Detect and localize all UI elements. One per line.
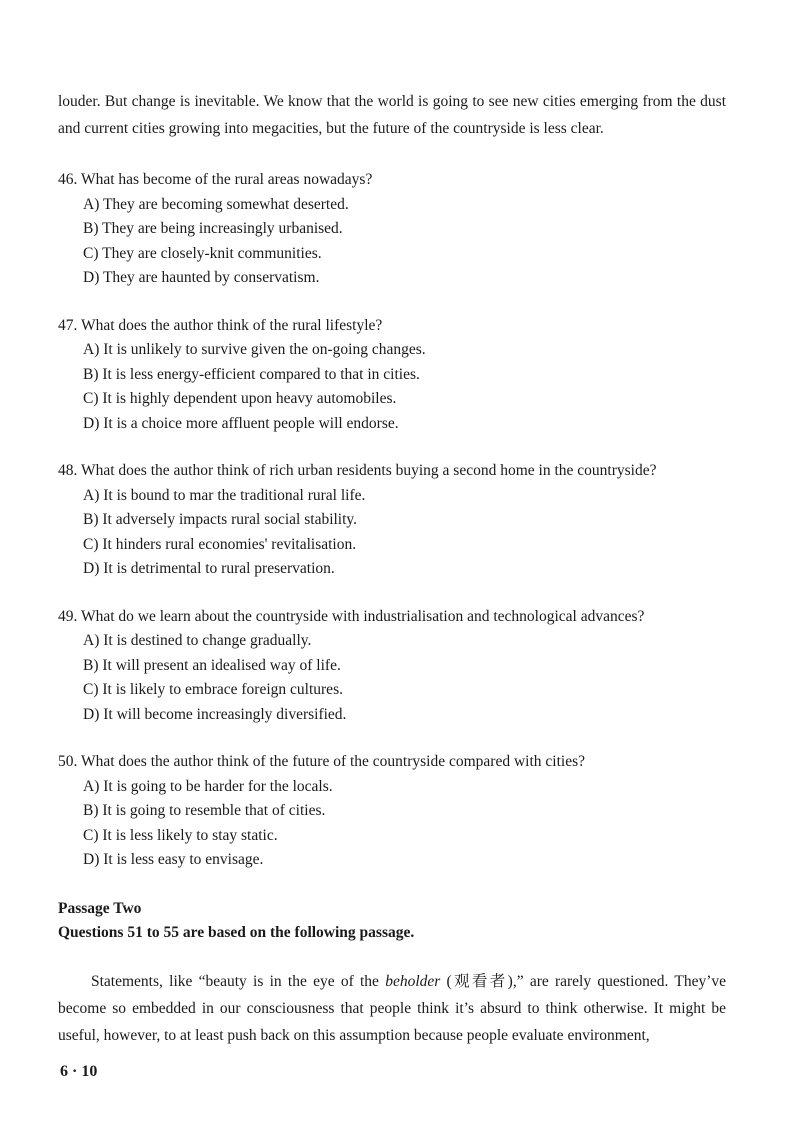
- answer-option: C) They are closely-knit communities.: [83, 244, 322, 262]
- answer-option: D) It is less easy to envisage.: [83, 851, 264, 868]
- answer-option: B) It is less energy-efficient compared to that in cities.: [83, 365, 420, 383]
- answer-option: A) It is destined to change gradually.: [83, 632, 312, 649]
- answer-option: C) It is likely to embrace foreign cultures.: [83, 681, 343, 698]
- question-stem: 47. What does the author think of the rural lifestyle?: [58, 316, 383, 334]
- intro-paragraph: louder. But change is inevitable. We know that the world is going to see new cities emerging from the dust and current cities growing into megacities, but the future of the countryside is less clear.: [58, 93, 726, 137]
- passage-title: Passage Two: [58, 899, 142, 917]
- answer-option: A) It is bound to mar the traditional rural life.: [83, 486, 366, 504]
- question-46: [58, 168, 726, 291]
- question-stem: 49. What do we learn about the countryside with industrialisation and technological advances?: [58, 607, 645, 625]
- answer-option: B) It is going to resemble that of cities.: [83, 802, 326, 819]
- passage-italic-term: beholder: [385, 972, 441, 990]
- question-49: [58, 605, 726, 728]
- answer-option: A) It is unlikely to survive given the on-going changes.: [83, 341, 426, 358]
- answer-option: D) It is detrimental to rural preservation.: [83, 560, 335, 577]
- answer-option: C) It is less likely to stay static.: [83, 826, 278, 844]
- passage-instruction: Questions 51 to 55 are based on the following passage.: [58, 924, 415, 941]
- question-47: [58, 314, 726, 437]
- page-number: 6 · 10: [60, 1063, 98, 1080]
- question-list: [58, 168, 726, 873]
- question-stem: 50. What does the author think of the future of the countryside compared with cities?: [58, 753, 585, 770]
- answer-option: C) It hinders rural economies' revitalisation.: [83, 535, 357, 553]
- passage-two-header: [58, 897, 726, 946]
- answer-option: B) They are being increasingly urbanised.: [83, 220, 343, 237]
- answer-option: D) They are haunted by conservatism.: [83, 269, 320, 286]
- question-stem: 46. What has become of the rural areas nowadays?: [58, 171, 373, 188]
- answer-option: D) It will become increasingly diversified.: [83, 705, 347, 723]
- answer-option: B) It adversely impacts rural social stability.: [83, 511, 358, 528]
- answer-option: C) It is highly dependent upon heavy automobiles.: [83, 390, 397, 407]
- passage-paragraph: [58, 968, 726, 1049]
- answer-option: B) It will present an idealised way of life.: [83, 656, 341, 674]
- answer-option: A) It is going to be harder for the locals.: [83, 777, 333, 795]
- answer-option: D) It is a choice more affluent people will endorse.: [83, 414, 399, 432]
- question-stem: 48. What does the author think of rich urban residents buying a second home in the countryside?: [58, 462, 657, 479]
- passage-text-rest: (观看者),” are rarely questioned. They’ve become so embedded in our consciousness that people think it’s absurd to think otherwise. It might be useful, however, to at least push back on this assumption because people evaluate environment,: [58, 972, 726, 1044]
- passage-text-start: Statements, like “beauty is in the eye of the: [91, 972, 386, 990]
- answer-option: A) They are becoming somewhat deserted.: [83, 195, 349, 213]
- document-page: [58, 88, 726, 1049]
- question-50: [58, 750, 726, 873]
- question-48: [58, 459, 726, 582]
